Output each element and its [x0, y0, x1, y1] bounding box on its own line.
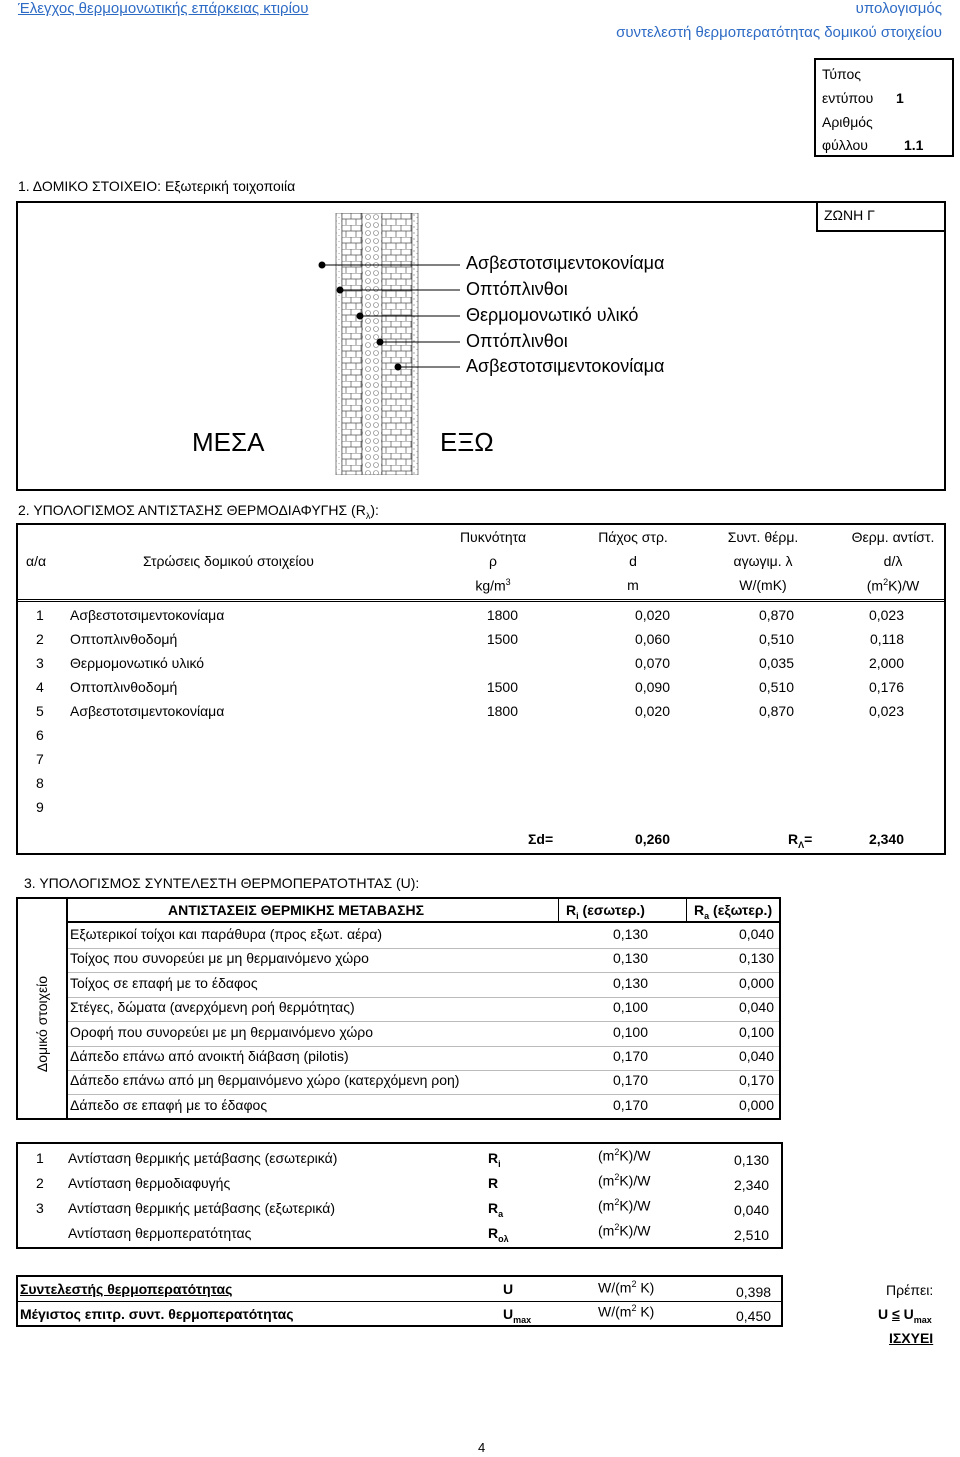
transfer-row-name: Τοίχος που συνορεύει με μη θερμαινόμενο χώρο — [70, 950, 369, 966]
summary-row-symbol: R — [488, 1175, 499, 1191]
summary-row-index: 3 — [36, 1200, 44, 1216]
side-label-cell — [24, 929, 60, 1119]
summary-row-unit: $(m^2K)/W$ — [598, 1172, 651, 1189]
layer-row-thickness: 0,020 — [634, 607, 670, 623]
layer-row-density: 1500 — [486, 679, 518, 695]
ra-header: $R_a$ (εξωτερ.) — [694, 902, 773, 921]
summary-row-symbol: $R_i$ — [488, 1150, 501, 1169]
transfer-row-name: Δάπεδο επάνω από μη θερμαινόμενο χώρο (κατερχόμενη ροη) — [70, 1072, 460, 1088]
transfer-row-ra: 0,040 — [738, 926, 774, 942]
layer-row-name: Θερμομονωτικό υλικό — [70, 655, 205, 671]
summary-table — [16, 1142, 783, 1249]
summary-row-value: 0,130 — [734, 1152, 770, 1168]
layer-row-index: 6 — [36, 727, 44, 743]
transfer-row-ri: 0,170 — [612, 1072, 648, 1088]
layer-row-resistance: 0,023 — [868, 703, 904, 719]
layer-row-index: 1 — [36, 607, 44, 623]
zone-label: ΖΩΝΗ Γ — [824, 207, 875, 223]
col-res-h1: Θερμ. αντίστ. — [851, 529, 935, 545]
transfer-row-ra: 0,040 — [738, 1048, 774, 1064]
condition-expression: $U \le U_{max}$ — [878, 1306, 932, 1325]
col-thick-h1: Πάχος στρ. — [598, 529, 668, 545]
page-number: 4 — [478, 1440, 486, 1455]
transfer-table-title: ΑΝΤΙΣΤΑΣΕΙΣ ΘΕΡΜΙΚΗΣ ΜΕΤΑΒΑΣΗΣ — [168, 902, 424, 918]
transfer-row-name: Τοίχος σε επαφή με το έδαφος — [70, 975, 258, 991]
r-lambda-value: 2,340 — [868, 831, 904, 847]
transfer-resistance-table — [16, 897, 781, 1120]
form-type-value: 1 — [896, 90, 904, 106]
transfer-row-name: Στέγες, δώματα (ανερχόμενη ροή θερμότητας) — [70, 999, 355, 1015]
transfer-row-ri: 0,130 — [612, 950, 648, 966]
transfer-row-ri: 0,100 — [612, 1024, 648, 1040]
layer-row-name: Οπτοπλινθοδομή — [70, 631, 178, 647]
final-table — [16, 1275, 783, 1327]
transfer-row-name: Οροφή που συνορεύει με μη θερμαινόμενο χώρο — [70, 1024, 373, 1040]
col-density-h1: Πυκνότητα — [459, 529, 527, 545]
transfer-row-ra: 0,130 — [738, 950, 774, 966]
transfer-row-ra: 0,100 — [738, 1024, 774, 1040]
layer-label-2: Οπτόπλινθοι — [466, 279, 568, 299]
section1-title: 1. ΔΟΜΙΚΟ ΣΤΟΙΧΕΙΟ: Εξωτερική τοιχοποιία — [18, 178, 296, 194]
layer-row-thickness: 0,070 — [634, 655, 670, 671]
section2-title: 2. ΥΠΟΛΟΓΙΣΜΟΣ ΑΝΤΙΣΤΑΣΗΣ ΘΕΡΜΟΔΙΑΦΥΓΗΣ $(R_\lambda)$: — [18, 502, 379, 521]
layer-row-density: 1500 — [486, 631, 518, 647]
col-density-h3: $kg/m^3$ — [475, 577, 511, 594]
header-right-line2: συντελεστή θερμοπερατότητας δομικού στοιχείου — [616, 24, 942, 41]
layer-row-thickness: 0,090 — [634, 679, 670, 695]
transfer-row-ri: 0,170 — [612, 1097, 648, 1113]
transfer-row-name: Εξωτερικοί τοίχοι και παράθυρα (προς εξωτ. αέρα) — [70, 926, 383, 942]
layer-label-1: Ασβεστοτσιμεντοκονίαμα — [466, 253, 665, 273]
layer-row-resistance: 0,118 — [870, 631, 904, 647]
side-label: Δομικό στοιχείο — [34, 975, 50, 1073]
transfer-row-ri: 0,130 — [612, 975, 648, 991]
col-layers-header: Στρώσεις δομικού στοιχείου — [143, 553, 314, 569]
col-res-h3: $(m^2K)/W$ — [866, 577, 920, 594]
u-unit: $W/(m^2$ K) — [598, 1279, 655, 1296]
u-label: Συντελεστής θερμοπερατότητας — [20, 1281, 233, 1297]
layer-row-resistance: 2,000 — [868, 655, 904, 671]
summary-row-unit: $(m^2K)/W$ — [598, 1147, 651, 1164]
layer-label-5: Ασβεστοτσιμεντοκονίαμα — [466, 356, 665, 376]
sheet-label2: φύλλου — [822, 137, 868, 153]
summary-row-name: Αντίσταση θερμικής μετάβασης (εσωτερικά) — [68, 1150, 338, 1166]
form-info-box — [814, 58, 954, 157]
transfer-row-name: Δάπεδο σε επαφή με το έδαφος — [70, 1097, 268, 1113]
layer-row-index: 9 — [36, 799, 44, 815]
layer-dot-4 — [377, 339, 384, 346]
layer-row-index: 2 — [36, 631, 44, 647]
document-title: Έλεγχος θερμομονωτικής επάρκειας κτιρίου — [18, 0, 309, 17]
layer-row-index: 5 — [36, 703, 44, 719]
sum-d-label: Σd= — [528, 831, 554, 847]
ri-header: $R_i$ (εσωτερ.) — [566, 902, 645, 921]
layer-dot-2 — [337, 287, 344, 294]
transfer-row-ra: 0,000 — [738, 1097, 774, 1113]
layer-row-index: 3 — [36, 655, 44, 671]
col-cond-h2: αγωγιμ. λ — [733, 553, 793, 569]
layer-dot-1 — [319, 262, 326, 269]
transfer-row-name: Δάπεδο επάνω από ανοικτή διάβαση (pilotis) — [70, 1048, 349, 1064]
layer-row-index: 4 — [36, 679, 44, 695]
must-label: Πρέπει: — [886, 1282, 934, 1298]
summary-row-index: 2 — [36, 1175, 44, 1191]
summary-row-value: 0,040 — [734, 1202, 770, 1218]
sheet-label1: Αριθμός — [822, 114, 873, 130]
summary-row-index: 1 — [36, 1150, 44, 1166]
col-density-h2: ρ — [489, 553, 497, 569]
u-value: 0,398 — [736, 1284, 772, 1300]
umax-value: 0,450 — [736, 1308, 772, 1324]
summary-row-symbol: $R_{o\lambda}$ — [488, 1225, 509, 1244]
layer-row-name: Οπτοπλινθοδομή — [70, 679, 178, 695]
inside-label: ΜΕΣΑ — [192, 427, 265, 457]
transfer-row-ri: 0,100 — [612, 999, 648, 1015]
summary-row-value: 2,340 — [734, 1177, 770, 1193]
summary-row-unit: $(m^2K)/W$ — [598, 1197, 651, 1214]
result-label: ΙΣΧΥΕΙ — [889, 1330, 934, 1346]
col-aa-header: α/α — [26, 553, 47, 569]
layer-row-conductivity: 0,510 — [758, 631, 794, 647]
layer-row-conductivity: 0,035 — [758, 655, 794, 671]
layer-row-name: Ασβεστοτσιμεντοκονίαμα — [70, 607, 225, 623]
col-cond-h1: Συντ. θέρμ. — [727, 529, 799, 545]
header-right-line1: υπολογισμός — [855, 0, 942, 17]
layer-row-thickness: 0,020 — [634, 703, 670, 719]
transfer-row-ra: 0,170 — [738, 1072, 774, 1088]
summary-row-symbol: $R_a$ — [488, 1200, 504, 1219]
sum-d-value: 0,260 — [634, 831, 670, 847]
summary-row-name: Αντίσταση θερμικής μετάβασης (εξωτερικά) — [68, 1200, 335, 1216]
outside-label: ΕΞΩ — [440, 427, 494, 457]
form-type-label1: Τύπος — [822, 66, 861, 82]
transfer-row-ra: 0,000 — [738, 975, 774, 991]
layers-table — [16, 523, 946, 855]
layer-label-3: Θερμομονωτικό υλικό — [466, 305, 639, 325]
sheet-value: 1.1 — [904, 137, 924, 153]
col-thick-h3: m — [627, 577, 639, 593]
layer-dot-5 — [395, 364, 402, 371]
col-cond-h3: W/(mK) — [739, 577, 787, 593]
layer-row-density: 1800 — [486, 607, 518, 623]
wall-diagram-box — [16, 201, 946, 491]
layer-row-resistance: 0,023 — [868, 607, 904, 623]
layer-row-resistance: 0,176 — [868, 679, 904, 695]
layer-row-conductivity: 0,870 — [758, 703, 794, 719]
layer-label-4: Οπτόπλινθοι — [466, 331, 568, 351]
layer-row-conductivity: 0,870 — [758, 607, 794, 623]
layer-row-thickness: 0,060 — [634, 631, 670, 647]
layer-row-name: Ασβεστοτσιμεντοκονίαμα — [70, 703, 225, 719]
layer-row-index: 7 — [36, 751, 44, 767]
layer-dot-3 — [357, 313, 364, 320]
transfer-row-ra: 0,040 — [738, 999, 774, 1015]
form-type-label2: εντύπου — [822, 90, 874, 106]
summary-row-name: Αντίσταση θερμοπερατότητας — [68, 1225, 252, 1241]
r-lambda-label: $R_\Lambda=$ — [788, 831, 813, 850]
umax-symbol: $U_{max}$ — [503, 1306, 532, 1325]
layer-row-index: 8 — [36, 775, 44, 791]
summary-row-name: Αντίσταση θερμοδιαφυγής — [68, 1175, 231, 1191]
umax-label: Μέγιστος επιτρ. συντ. θερμοπερατότητας — [20, 1306, 294, 1322]
summary-row-value: 2,510 — [734, 1227, 770, 1243]
layer-row-conductivity: 0,510 — [758, 679, 794, 695]
summary-row-unit: $(m^2K)/W$ — [598, 1222, 651, 1239]
u-symbol: U — [503, 1281, 514, 1297]
section3-title: 3. ΥΠΟΛΟΓΙΣΜΟΣ ΣΥΝΤΕΛΕΣΤΗ ΘΕΡΜΟΠΕΡΑΤΟΤΗΤΑΣ (U): — [24, 875, 420, 891]
umax-unit: $W/(m^2$ K) — [598, 1303, 655, 1320]
col-thick-h2: d — [629, 553, 637, 569]
transfer-row-ri: 0,130 — [612, 926, 648, 942]
col-res-h2: d/λ — [883, 553, 903, 569]
layer-row-density: 1800 — [486, 703, 518, 719]
transfer-row-ri: 0,170 — [612, 1048, 648, 1064]
